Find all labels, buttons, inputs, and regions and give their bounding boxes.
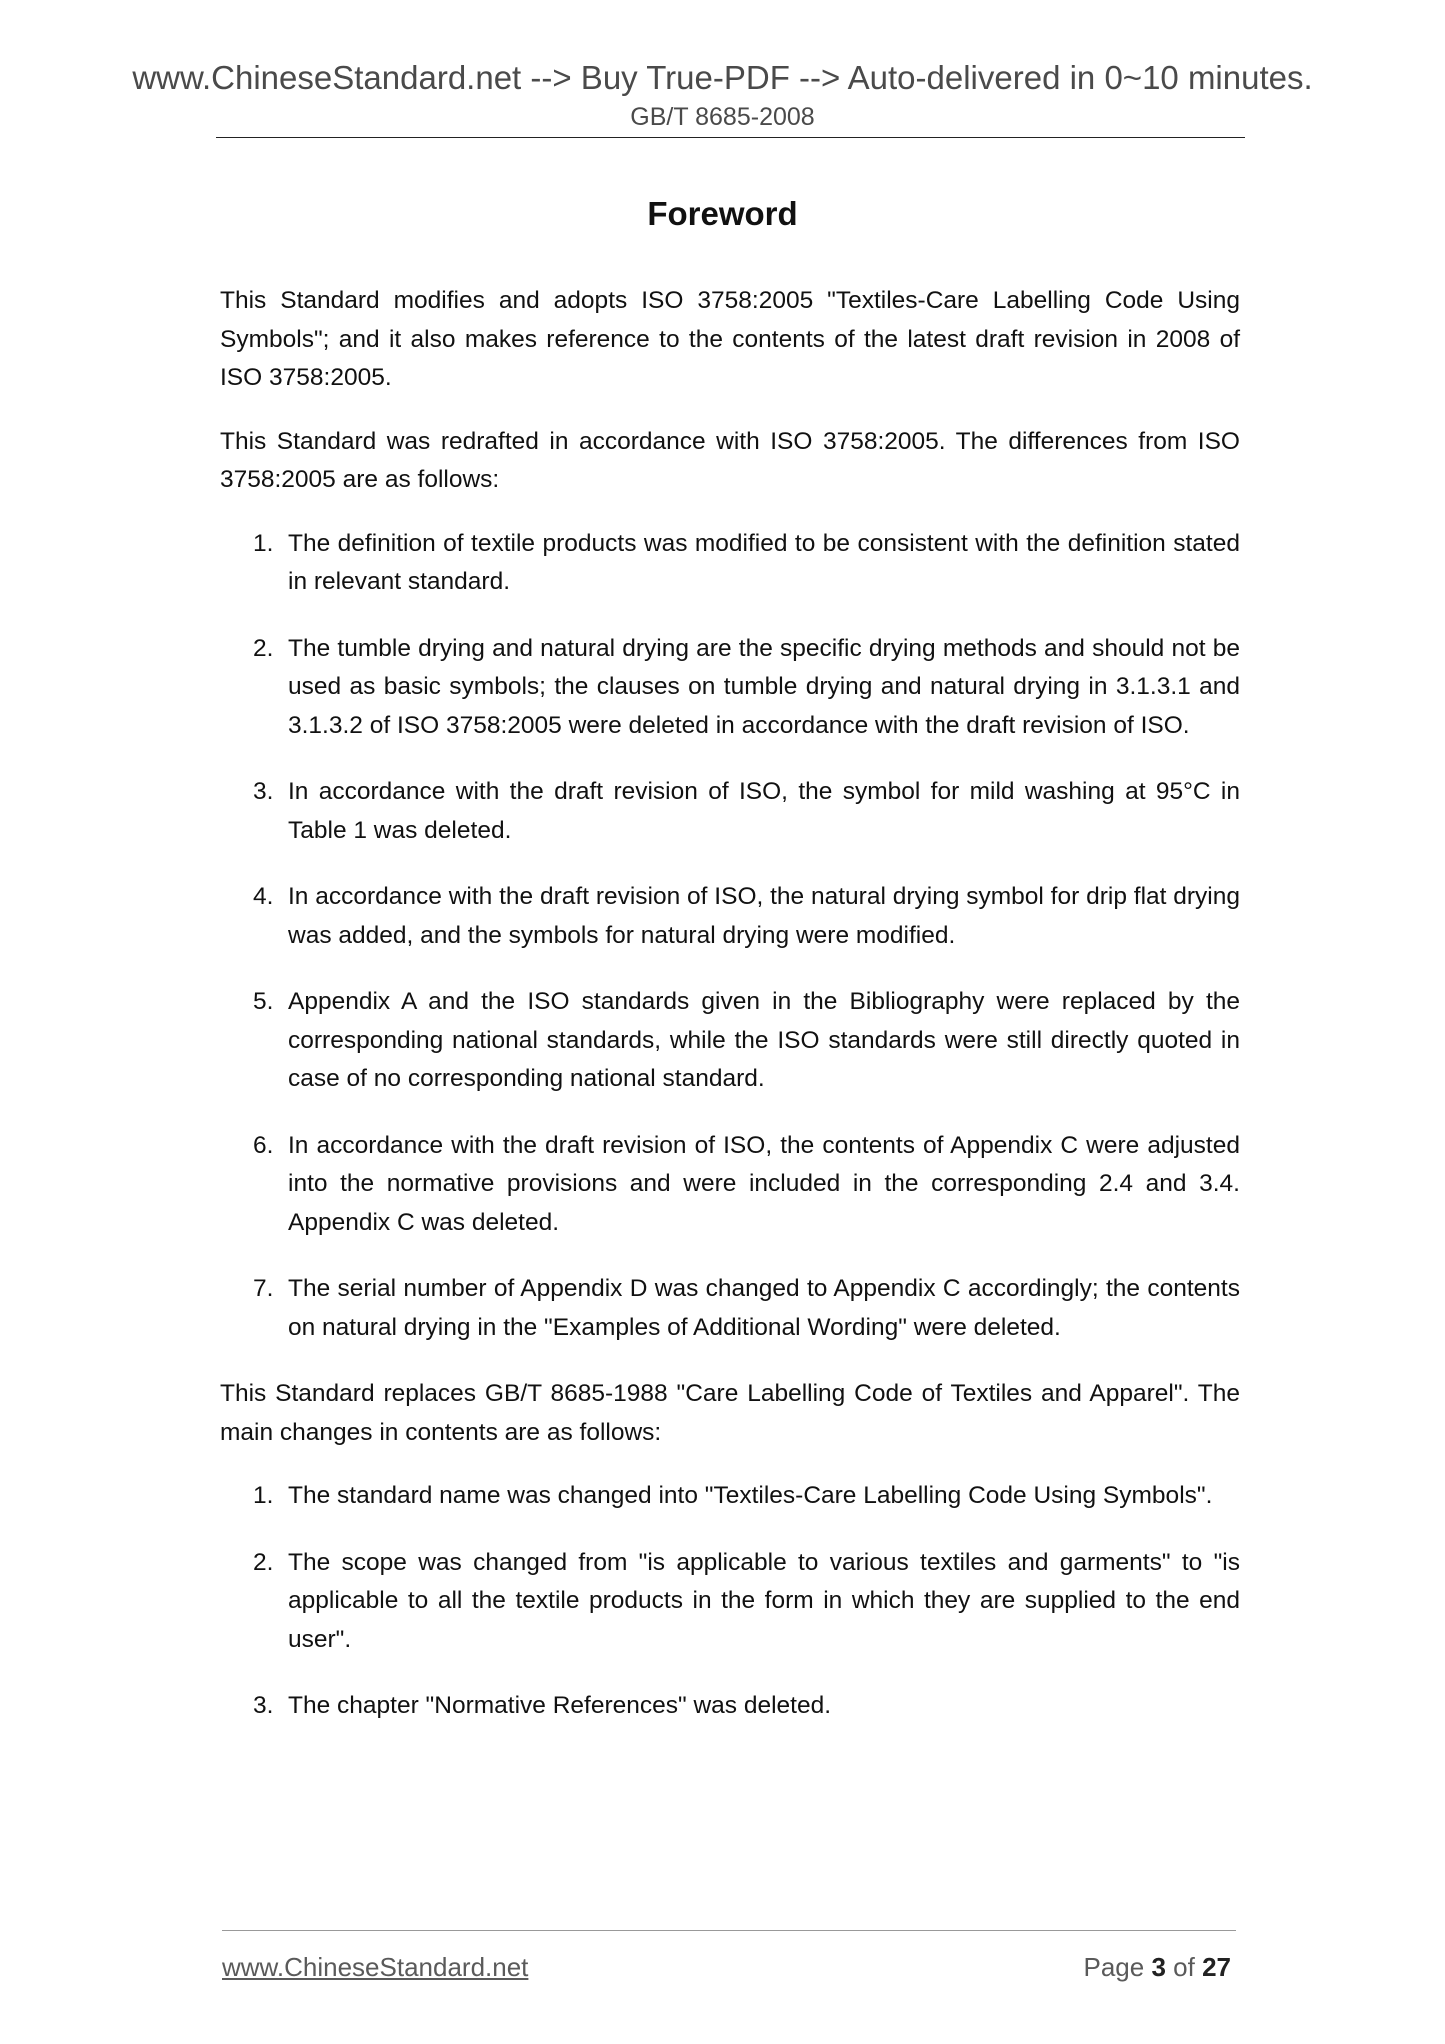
list-item-number: 1.	[253, 529, 274, 557]
list-item	[253, 1477, 1240, 1516]
document-code: GB/T 8685-2008	[630, 103, 815, 131]
page-number	[1083, 1951, 1231, 1983]
list-item-text: Appendix A and the ISO standards given in the Bibliography were replaced by the corresponding national standards, while the ISO standards were still directly quoted in case of no corresponding national standard.	[288, 988, 1240, 1092]
footer-divider	[222, 1930, 1236, 1931]
total-pages: 27	[1202, 1952, 1231, 1982]
page-label: Page	[1083, 1952, 1145, 1982]
list-item-number: 3.	[253, 1692, 274, 1719]
header-divider	[216, 137, 1245, 138]
list-item-number: 7.	[253, 1275, 274, 1302]
list-item-text: In accordance with the draft revision of ISO, the contents of Appendix C were adjusted into the normative provisions and were included in the corresponding 2.4 and 3.4. Appendix C was deleted.	[288, 1131, 1240, 1236]
changes-list	[220, 1477, 1240, 1726]
list-item-text: The serial number of Appendix D was changed to Appendix C accordingly; the contents on natural drying in the "Examples of Additional Wording" were deleted.	[288, 1275, 1240, 1341]
list-item	[253, 1127, 1240, 1243]
list-item	[253, 983, 1240, 1099]
list-item-number: 4.	[253, 883, 274, 910]
list-item-text: In accordance with the draft revision of ISO, the natural drying symbol for drip flat drying was added, and the symbols for natural drying were modified.	[288, 883, 1240, 949]
list-item-number: 1.	[253, 1482, 274, 1509]
list-item-text: The standard name was changed into "Textiles-Care Labelling Code Using Symbols".	[288, 1482, 1213, 1509]
list-item-number: 3.	[253, 778, 274, 805]
list-item-text: The scope was changed from "is applicable to various textiles and garments" to "is applicable to all the textile products in the form in which they are supplied to the end user".	[288, 1548, 1240, 1653]
list-item-text: The chapter "Normative References" was deleted.	[288, 1692, 832, 1719]
list-item	[253, 1687, 1240, 1726]
footer-website-link[interactable]: www.ChineseStandard.net	[222, 1952, 529, 1982]
list-item	[253, 525, 1240, 602]
header-banner: www.ChineseStandard.net --> Buy True-PDF --> Auto-delivered in 0~10 minutes.	[132, 59, 1313, 96]
list-item-text: The tumble drying and natural drying are the specific drying methods and should not be used as basic symbols; the clauses on tumble drying and natural drying in 3.1.3.1 and 3.1.3.2 of ISO 3758:2005 were deleted in accordance with the draft revision of ISO.	[288, 634, 1240, 739]
replacement-paragraph: This Standard replaces GB/T 8685-1988 "Care Labelling Code of Textiles and Apparel". The main changes in contents are as follows:	[220, 1380, 1240, 1446]
list-item	[253, 630, 1240, 746]
differences-list	[220, 525, 1240, 1348]
list-item	[253, 1270, 1240, 1347]
list-item-number: 2.	[253, 634, 274, 662]
document-body	[220, 282, 1240, 1754]
list-item	[253, 773, 1240, 850]
list-item	[253, 878, 1240, 955]
intro-paragraph: This Standard modifies and adopts ISO 3758:2005 "Textiles-Care Labelling Code Using Symbols"; and it also makes reference to the contents of the latest draft revision in 2008 of ISO 3758:2005.	[220, 287, 1240, 391]
list-item-number: 2.	[253, 1548, 274, 1576]
page-title: Foreword	[647, 195, 798, 232]
current-page: 3	[1151, 1952, 1166, 1982]
page-of-label: of	[1173, 1952, 1195, 1982]
differences-intro: This Standard was redrafted in accordance with ISO 3758:2005. The differences from ISO 3758:2005 are as follows:	[220, 427, 1240, 493]
list-item	[253, 1544, 1240, 1660]
list-item-number: 5.	[253, 988, 274, 1015]
list-item-text: In accordance with the draft revision of ISO, the symbol for mild washing at 95°C in Table 1 was deleted.	[288, 778, 1240, 844]
list-item-text: The definition of textile products was modified to be consistent with the definition stated in relevant standard.	[288, 529, 1240, 595]
list-item-number: 6.	[253, 1131, 274, 1159]
